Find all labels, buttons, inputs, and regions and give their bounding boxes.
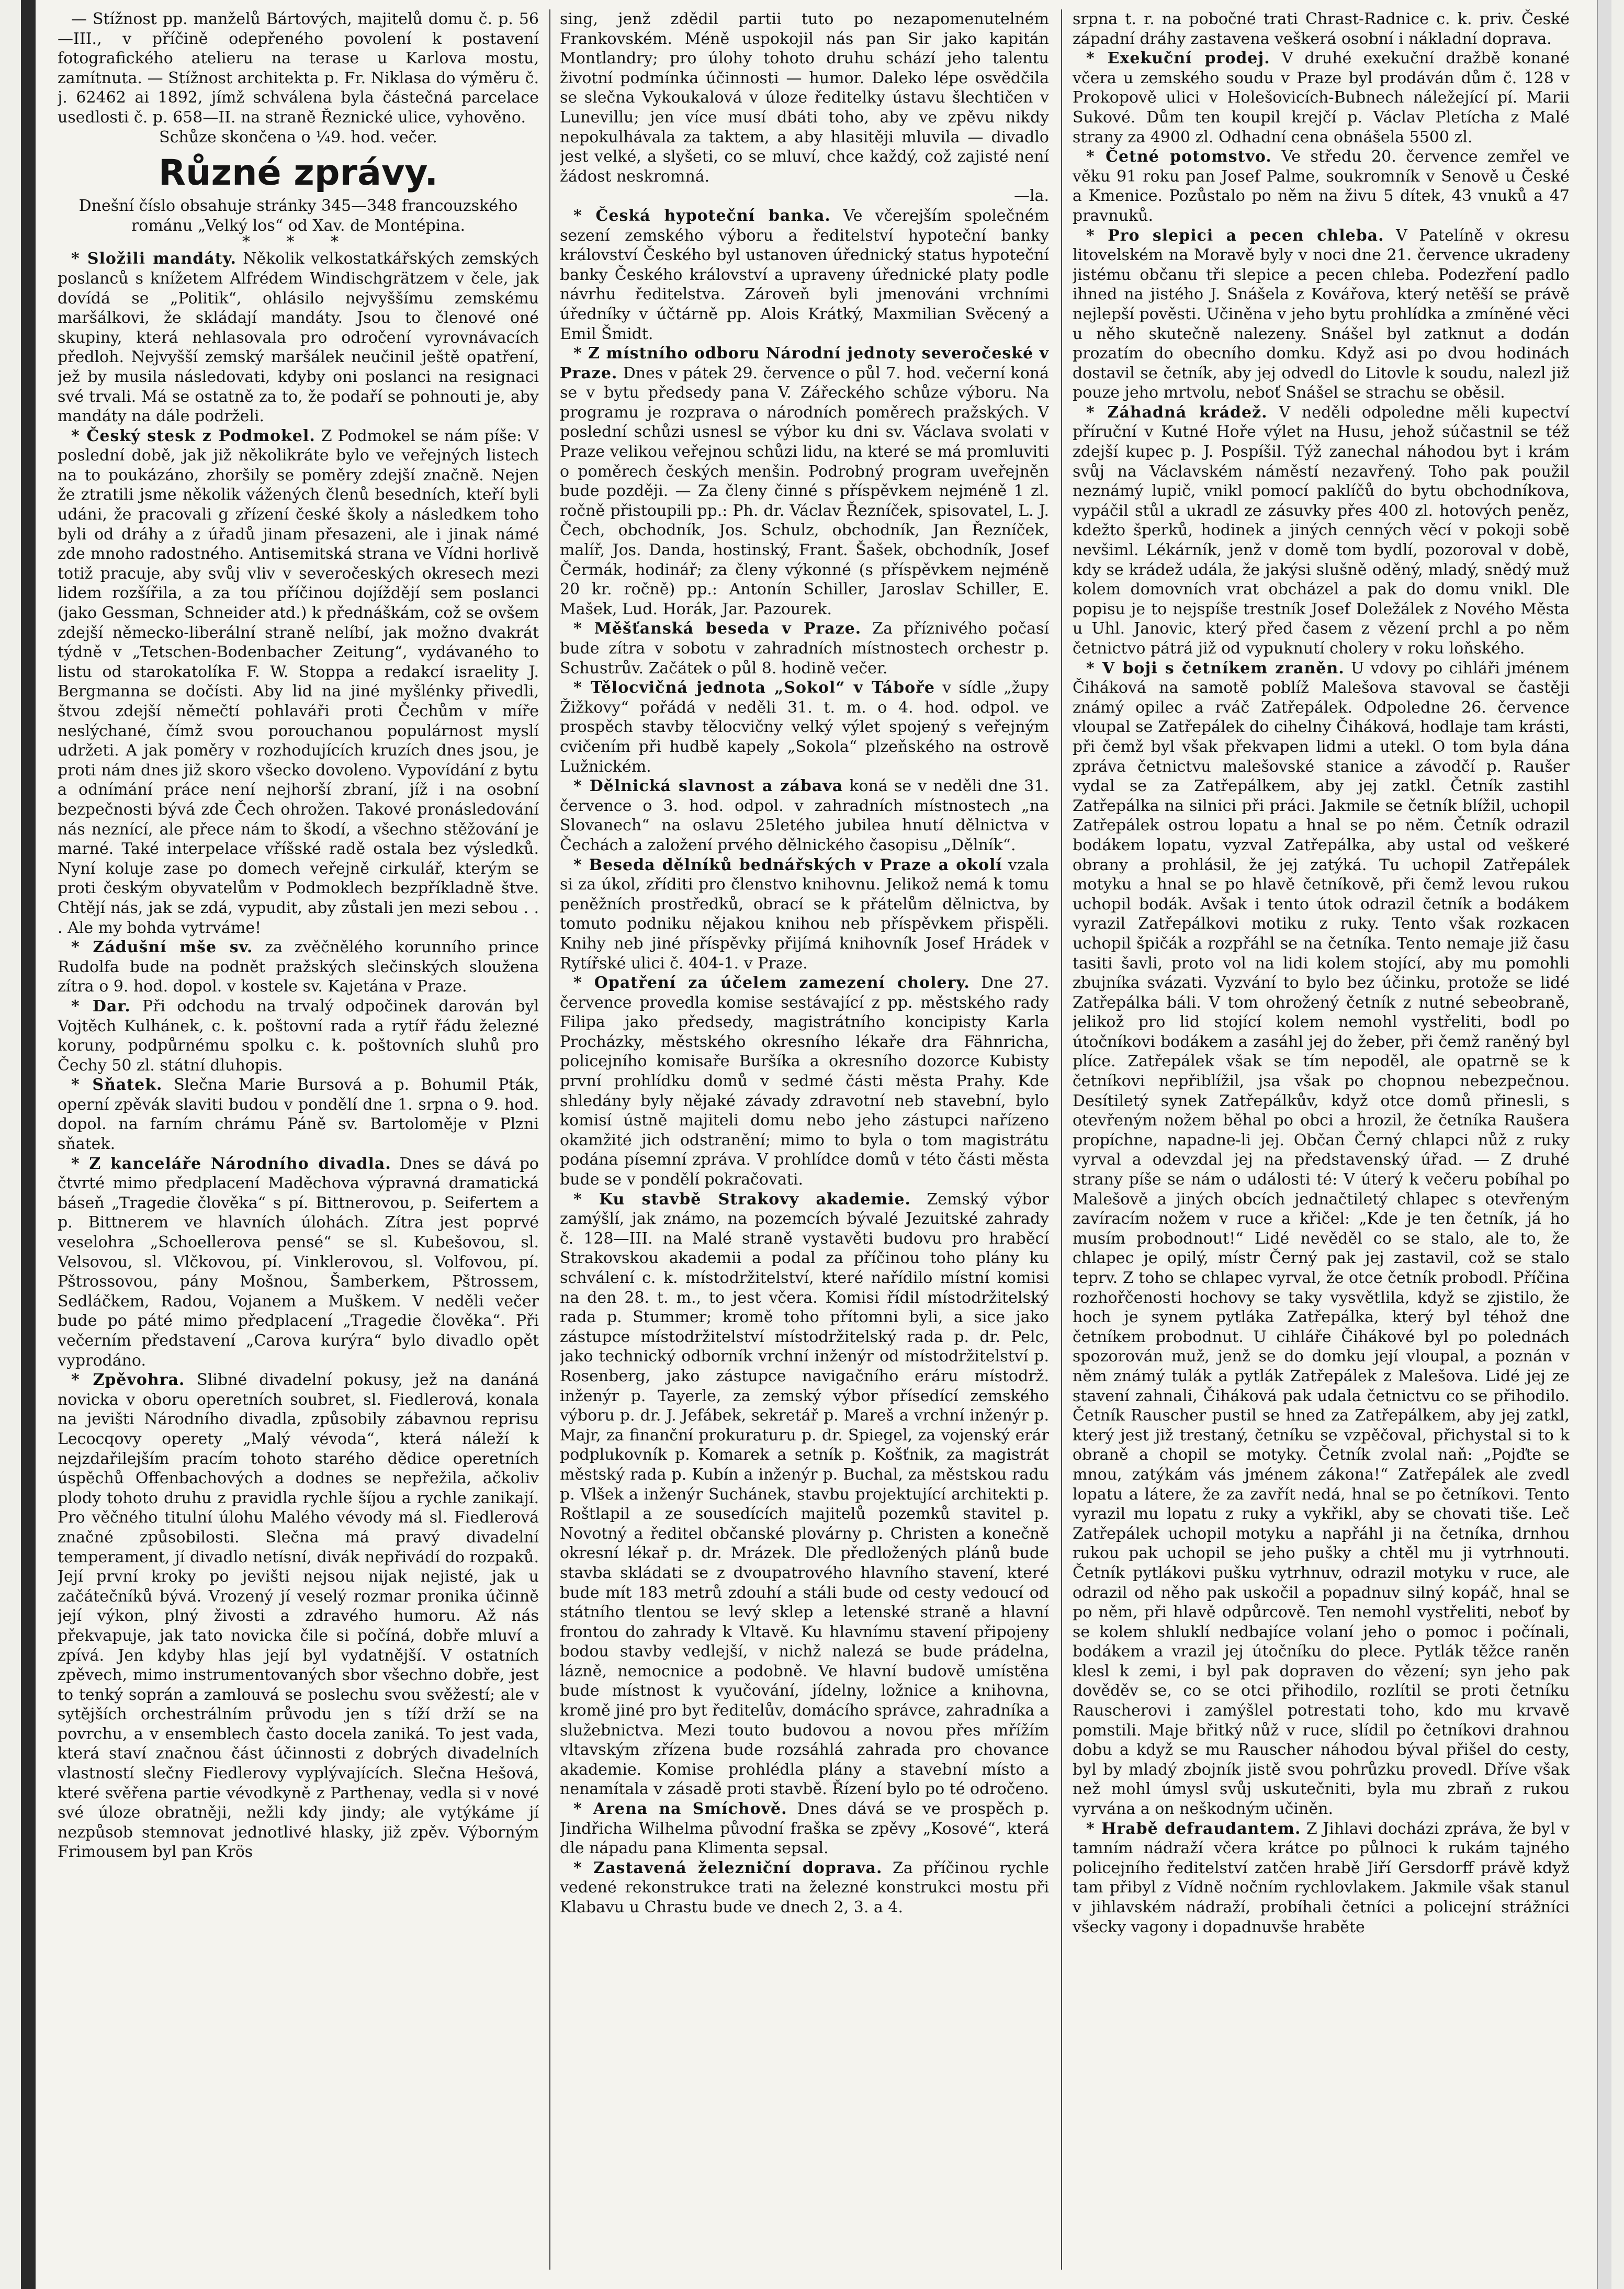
article-body: Při odchodu na trvalý odpočinek darován byl Vojtěch Kulhánek, c. k. poštovní rada a rytíř řádu železné koruny, podpůrnému spolku c. k. poštovních sluhů pro Čechy 50 zl. státní dluhopis.	[58, 997, 539, 1075]
article	[58, 1154, 539, 1371]
article-heading: * Zpěvohra.	[71, 1371, 185, 1390]
paragraph: — Stížnost pp. manželů Bártových, majitelů domu č. p. 56—III., v příčině odepřeného povolení k postavení fotografického atelieru na terase u Karlova mostu, zamítnuta. — Stížnost architekta p. Fr. Niklasa do výměru č. j. 62462 ai 1892, jímž schválena byla částečná parcelace usedlosti č. p. 658—II. na straně Řeznické ulice, vyhověno.	[58, 10, 539, 127]
paragraph: srpna t. r. na pobočné trati Chrast-Radnice c. k. priv. České západní dráhy zastavena veškerá osobní i nákladní doprava.	[1073, 10, 1570, 48]
article	[560, 1858, 1049, 1918]
article	[560, 678, 1049, 776]
article-body: Z Jihlavi docházi zpráva, že byl v tamním nádraží včera krátce po půlnoci k rukám tajného policejního ředitelství zatčen hrabě Jiří Gersdorff právě když tam přibyl z Vídně nočním rychlovlakem. Jakmile však stanul v jihlavském nádraží, probíhali četníci a policejní strážníci všecky vagony i dopadnuvše hraběte	[1073, 1819, 1570, 1936]
article-heading: * Ku stavbě Strakovy akademie.	[573, 1190, 911, 1209]
article-body: Dnes dává se ve prospěch p. Jindřicha Wilhelma původní fraška se zpěvy „Kosové“, která dle nápadu pana Klimenta sepsal.	[560, 1800, 1049, 1858]
article-body: Ve včerejším společném sezení zemského výboru a ředitelství hypoteční banky království Českého byl ustanoven úřednický status hypoteční banky Českého království a upraveny úřednické platy podle návrhu ředitelstva. Zároveň byli jmenováni vrchními úředníky v účtárně pp. Alois Krátký, Maxmilian Svěcený a Emil Šmidt.	[560, 206, 1049, 343]
article-heading: * Tělocvičná jednota „Sokol“ v Táboře	[573, 679, 935, 697]
article-heading: * Dar.	[71, 997, 131, 1016]
article-body: koná se v neděli dne 31. července o 3. hod. odpol. v zahradních místnostech „na Slovanech“ na oslavu 25letého jubilea hnutí dělnictva v Čechách a založení prvého dělnického časopisu „Dělník“.	[560, 777, 1049, 854]
article	[1073, 1819, 1570, 1937]
page-edge	[1597, 0, 1611, 2289]
article-body: Dnes se dává po čtvrté mimo předplacení Maděchova výpravná dramatická báseň „Tragedie člověka“ s pí. Bittnerovou, p. Seifertem a p. Bittnerem ve hlavních úlohách. Zítra jest poprvé veselohra „Schoellerova pensé“ se sl. Kubešovou, sl. Velsovou, sl. Vlčkovou, pí. Vinklerovou, sl. Volfovou, pí. Pštrossovou, pány Mošnou, Šamberkem, Pštrossem, Sedláčkem, Radou, Vojanem a Muškem. V neděli večer bude po páté mimo předplacení „Tragedie člověka“. Při večerním představení „Carova kurýra“ bylo divadlo opět vyprodáno.	[58, 1154, 539, 1370]
column-2	[560, 9, 1049, 2275]
article-heading: * Zastavená železniční doprava.	[573, 1858, 883, 1877]
article-heading: * Hrabě defraudantem.	[1086, 1819, 1301, 1838]
article-heading: * Z kanceláře Národního divadla.	[71, 1154, 391, 1173]
column-1	[58, 9, 539, 2275]
article	[560, 776, 1049, 855]
article	[560, 206, 1049, 344]
article-body: vzala si za úkol, zříditi pro členstvo knihovnu. Jelikož nemá k tomu peněžních prostředků, obrací se k přátelům dělnictva, by tomuto podniku nějakou knihou neb příspěvkem přispěli. Knihy neb jiné příspěvky přijímá knihovník Josef Hrádek v Rytířské ulici č. 404-1. v Praze.	[560, 855, 1049, 973]
column-rule	[549, 9, 550, 2270]
article-body: za zvěčnělého korunního prince Rudolfa bude na podnět pražských slečinských sloužena zítra o 9. hod. dopol. v kostele sv. Kajetána v Praze.	[58, 938, 539, 996]
article-body: Slibné divadelní pokusy, jež na danáná novicka v oboru operetních soubret, sl. Fiedlerová, konala na jevišti Národního divadla, způsobily zábavnou reprisu Lecocqovy operety „Malý vévoda“, která náleží k nejzdařilejším pracím tohoto starého dědice operetních úspěchů Offenbachových a dodnes se nepřežila, ačkoliv plody tohoto druhu z pravidla rychle šíjou a rychle zanikají. Pro věčného titulní úlohu Malého vévody má sl. Fiedlerová značné způsobilosti. Slečna má pravý divadelní temperament, jí divadlo netísní, divák nepřivádí do rozpaků. Její první kroky po jevišti nejsou nijak nejisté, jak u začátečníků bývá. Vrozený jí veselý rozmar pronika účinně její výkon, plný živosti a zdravého humoru. Až nás překvapuje, jak tato novicka čile si počíná, dobře mluví a zpívá. Jen kdyby hlas její byl vydatnější. V ostatních zpěvech, mimo instrumentovaných sbor všechno dobře, jest to tenký soprán a zamlouvá se poslechu svou svěžestí; ale v sytějších orchestrálním průvodu jen s tíží drží se na povrchu, a v ensemblech často docela zaniká. To jest vada, která staví značnou část účinnosti z dobrých divadelních vlastností slečny Fiedlerovy vyplývajících. Slečna Hešová, které svěřena partie vévodkyně z Parthenay, vedla si v nové své úloze obratněji, nežli kdy jindy; ale vytýkáme jí nezpůsob stemnovat jednotlivé hlasky, již zpěv. Výborným Frimousem byl pan Krös	[58, 1371, 539, 1862]
article-heading: * Český stesk z Podmokel.	[71, 426, 315, 445]
binding-spine	[21, 0, 36, 2289]
article-body: Zemský výbor zamýšlí, jak známo, na pozemcích bývalé Jezuitské zahrady č. 128—III. na Malé straně vystavěti budovu pro hraběcí Strakovskou akademii a podal za příčinou toho plány ku schválení c. k. místodržitelství, které nařídilo místní komisi na den 28. t. m., to jest včera. Komisi řídil místodržitelský rada p. Stummer; kromě toho přítomni byli, a sice jako zástupce místodržitelství místodržitelský rada p. dr. Pelc, jako technický odborník vrchní inženýr od místodržitelství p. Rosenberg, jako zástupce navigačního eráru místodrž. inženýr p. Tayerle, za zemský výbor přísedící zemského výboru p. dr. J. Jefábek, sekretář p. Mareš a vrchní inženýr p. Majr, za finanční prokuraturu p. dr. Spiegel, za vojenský erár podplukovník p. Komarek a setník p. Košťnik, za magistrát městský rada p. Kubín a inženýr p. Buchal, za městskou radu p. Vlšek a inženýr Suchánek, stavbu projektující architekti p. Roštlapil a ze sousedících majitelů pozemků stavitel p. Novotný a ředitel občanské plovárny p. Christen a konečně okresní lékař p. dr. Mrázek. Dle předložených plánů bude stavba skládati se z dvoupatrového hlavního stavení, které bude mít 183 metrů zdouhí a stáli bude od cesty vedoucí od státního tlentou se levý sklep a letenské straně a hlavní frontou do zahrady k Vltavě. Ku hlavnímu stavení připojeny bodou stavby vedlejší, v nichž nalezá se bude prádelna, lázně, nemocnice a podobně. Ve hlavní budově umístěna bude místnost k vyučování, jídelny, ložnice a knihovna, kromě jiné pro byt ředitelův, domácího správce, zahradníka a služebnictva. Mezi touto budovou a novou přes mřížím vltavským zřízena bude rozsáhlá zahrada pro chovance akademie. Komise prohlédla plány a stavební místo a nenamítala v zásadě proti stavbě. Řízení bylo po té odročeno.	[560, 1190, 1049, 1799]
paragraph: sing, jenž zdědil partii tuto po nezapomenutelném Frankovském. Méně uspokojil nás pan Sir jako kapitán Montlandry; pro úlohy tohoto druhu schází jeho talentu životní podmínka účinnosti — humor. Daleko lépe osvědčila se slečna Vykoukalová v úloze ředitelky ústavu šlechtičen v Lunevillu; jen více musí dbáti toho, aby ve zpěvu nikdy nepokulhávala za taktem, a aby hlasitěji mluvila — divadlo jest velké, a slyšeti, co se mluví, chce každý, což zajisté není žádost neskromná.	[560, 10, 1049, 186]
article-heading: * Česká hypoteční banka.	[573, 206, 831, 225]
article-body: Ve středu 20. července zemřel ve věku 91 roku pan Josef Palme, soukromník v Senově u České a Kmenice. Pozůstalo po něm na živu 5 dítek, 43 vnuků a 47 pravnuků.	[1073, 148, 1570, 225]
signature: —la.	[1013, 187, 1049, 206]
article	[560, 1190, 1049, 1799]
article	[1073, 659, 1570, 1819]
article	[58, 1075, 539, 1154]
article	[560, 973, 1049, 1190]
column-rule	[1061, 9, 1062, 2270]
article-heading: * Sňatek.	[71, 1076, 163, 1095]
section-heading: Různé zprávy.	[158, 152, 438, 194]
article-body: V neděli odpoledne měli kupectví příruční v Kutné Hoře výlet na Husu, jehož súčastnil se též zdejší kupec p. J. Pospíšil. Týž zanechal náhodou byt i krám svůj na Václavském náměstí nezavřený. Toho pak použil neznámý lupič, vnikl pomocí paklíčů do bytu obchodníkova, vypáčil stůl a ukradl ze zásuvky přes 400 zl. hotových peněz, kdežto šperků, hodinek a jiných cenných věcí v pokoji sobě nevšiml. Lékárník, jenž v domě tom bydlí, pozoroval v době, kdy se krádež udála, že jakýsi slušně oděný, mladý, snědý muž kolem domovních vrat obcházel a pak do domu vnikl. Dle popisu je to nejspíše trestník Josef Doležálek z Nového Města u Uhl. Janovic, který před časem z vězení prchl a po něm četnictvo pátrá již od vypuknutí cholery v roku loňského.	[1073, 403, 1570, 658]
article-body: Slečna Marie Bursová a p. Bohumil Pták, operní zpěvák slaviti budou v pondělí dne 1. srpna o 9. hod. dopol. na farním chrámu Páně sv. Bartoloměje v Plzni sňatek.	[58, 1076, 539, 1154]
article	[560, 855, 1049, 974]
article-body: v sídle „župy Žižkovy“ pořádá v neděli 31. t. m. o 4. hod. odpol. ve prospěch stavby tělocvičny velký výlet spojený s veřejným cvičením při hudbě kapely „Sokola“ plzeňského na ostrově Lužnickém.	[560, 679, 1049, 776]
article-body: V druhé exekuční dražbě konané včera u zemského soudu v Praze byl prodáván dům č. 128 v Prokopově ulici v Holešovicích-Bubnech náležející pí. Marii Sukové. Dům ten koupil krejčí p. Václav Pletícha z Malé strany za 4900 zl. Odhadní cena obnášela 5500 zl.	[1073, 49, 1570, 146]
article-heading: * Zádušní mše sv.	[71, 938, 253, 957]
article-body: Za příznivého počasí bude zítra v sobotu v zahradních místnostech orchestr p. Schustrův. Začátek o půl 8. hodině večer.	[560, 619, 1049, 678]
article	[58, 426, 539, 938]
paragraph: Dnešní číslo obsahuje stránky 345—348 francouzského románu „Velký los“ od Xav. de Montépina.	[78, 197, 518, 235]
article-heading: * Arena na Smíchově.	[573, 1800, 787, 1819]
article-body: Několik velkostatkářských zemských poslanců s knížetem Alfrédem Windischgrätzem v čele, jak dovídá se „Politik“, ohlásilo nejvyššímu zemskému maršálkovi, že skládají mandáty. Jsou to členové oné skupiny, která nehlasovala pro odročení vyrovnávacích předloh. Nejvyšší zemský maršálek neučinil ještě opatření, jež by musila následovati, kdyby oni poslanci na resignaci své trvali. Má se ostatně za to, že podaří se pohnouti je, aby mandáty na dále podrželi.	[58, 250, 539, 426]
article-heading: * Opatření za účelem zamezení cholery.	[573, 974, 970, 993]
article-heading: * Beseda dělníků bednářských v Praze a okolí	[573, 855, 1002, 874]
article	[58, 997, 539, 1075]
newspaper-page	[21, 0, 1611, 2289]
article-heading: * Dělnická slavnost a zábava	[573, 777, 843, 796]
article	[1073, 147, 1570, 225]
article	[1073, 226, 1570, 403]
article-heading: * Četné potomstvo.	[1086, 148, 1272, 166]
article	[560, 344, 1049, 619]
article-heading: * Složili mandáty.	[71, 250, 236, 268]
article-body: U vdovy po cihláři jménem Čiháková na samotě poblíž Malešova stavoval se častěji známý opilec a rváč Zatřepálek. Odpoledne 26. července vloupal se Zatřepálek do cihelny Čiháková, hodlaje tam krásti, při čemž byl však překvapen lidmi a utekl. O tom byla dána zpráva četnictvu malešovské stanice a závodčí p. Raušer vydal se za Zatřepálkem, aby jej zatkl. Četník zastihl Zatřepálka na silnici při práci. Jakmile se četník blížil, uchopil Zatřepálek ostrou lopatu a hnal se po něm. Četník odrazil bodákem lopatu, vyzval Zatřepálka, aby ustal od veškeré obrany a prohlásil, že jej zatýká. Tu uchopil Zatřepálek motyku a hnal se po hlavě četníkově, při čemž levou rukou uchopil bodák. Avšak i tento útok odrazil četník a bodákem vyrazil Zatřepálkovi motiku z ruky. Tento však rozkacen uchopil špičák a rozpřáhl se na četníka. Tento nemaje již času tasiti šavli, proto vol na lidi kolem stojící, aby mu pomohli zbujníka svázati. Vyzvání to bylo bez účinku, protože se lidé Zatřepálka báli. V tom ohrožený četník z nutné sebeobraně, jelikož pro lid stojící kolem nemohl vystřeliti, bodl po útočníkovi bodákem a zasáhl jej do žeber, při čemž raněný byl plíce. Zatřepálek však se tím nepoděl, ale opatrně se k četníkovi nepřiblížil, jsa však po chopnou nebezpečnou. Desítiletý synek Zatřepálkův, když otce domů přinesli, s otevřeným nožem běhal po obci a hrozil, že četníka Raušera propíchne, napadne-li jej. Občan Černý chlapci nůž z ruky vyrval a odevzdal jej na představenský úřad. — Z druhé strany píše se nám o události té: V úterý k večeru pobíhal po Malešově a jiných obcích jednačtiletý chlapec s otevřeným zavíracím nožem v ruce a křičel: „Kde je ten četník, já ho musím probodnout!“ Lidé nevěděl co se stalo, ale to, že chlapec je opilý, místr Černý pak jej zastavil, což se stalo teprv. Z toho se chlapec vyrval, že otce četník probodl. Příčina rozhořčenosti hochovy se taky vysvětlila, když se zjistilo, že hoch je synem pytláka Zatřepálka, který byl téhož dne četníkem probodnut. U cihláře Čihákové byl po polednách spozorován muž, jenž se do domku její vloupal, a poznán v něm známý tulák a pytlák Zatřepálek z Malešova. Lidé jej ze stavení zahnali, Čiháková pak udala četnictvu co se přihodilo. Četník Rauscher pustil se hned za Zatřepálkem, aby jej zatkl, který jest již trestaný, četníku se vzpěčoval, přichystal si to k obraně a chopil se motyky. Četník zvolal naň: „Pojďte se mnou, zatýkám vás jménem zákona!“ Zatřepálek ale zvedl lopatu a látere, že za zavřít nedá, hnal se po četníkovi. Tento vyrazil mu lopatu z ruky a vykřikl, aby se chovati tiše. Leč Zatřepálek uchopil motyku a napřáhl ji na četníka, drnhou rukou pak uchopil se jeho pušky a chtěl mu ji vytrhnouti. Četník pytlákovi pušku vytrhnuv, odrazil motyku v ruce, ale odrazil od něho pak uskočil a popadnuv silný kopáč, hnal se po něm, při hlavě odpůrcově. Ten nemohl vystřeliti, neboť by se kolem shluklí nedbajíce volaní jeho o pomoc i počínali, bodákem a vrazil jej útočníku do plece. Pytlák těžce raněn klesl k zemi, i byl pak dopraven do vězení; syn jeho pak dověděv se, co se otci přihodilo, rozlítil se proti četníku Rauscherovi i zamýšlel potrestati toho, kdo mu krvavě pomstili. Maje břitký nůž v ruce, slídil po četníkovi drahnou dobu a když se mu Rauscher náhodou býval přišel do cesty, byl by mladý zbojník jistě svou pohrůzku provedl. Dříve však než mohl úmysl svůj uskutečniti, byla mu zbraň z rukou vyrvána a on neškodným učiněn.	[1073, 659, 1570, 1819]
article	[58, 938, 539, 997]
article	[560, 1799, 1049, 1858]
article	[58, 1370, 539, 1862]
article-heading: * V boji s četníkem zraněn.	[1086, 659, 1345, 678]
article-heading: * Exekuční prodej.	[1086, 49, 1270, 68]
article-body: Za příčinou rychle vedené rekonstrukce trati na železné konstrukci mostu při Klabavu u Chrastu bude ve dnech 2, 3. a 4.	[560, 1858, 1049, 1916]
article	[1073, 403, 1570, 659]
article-body: V Patelíně v okresu litovelském na Moravě byly v noci dne 21. července ukradeny jistému občanu tři slepice a pecen chleba. Podezření padlo ihned na jistého J. Snášela z Kovářova, který netěší se právě nejlepší pověsti. Učiněna v jeho bytu prohlídka a zmíněné věci u něho skutečně nalezeny. Snášel byl zatknut a dodán prozatím do obecního domku. Když asi po dvou hodinách dostavil se četník, aby jej odvedl do Litovle k soudu, nalezl již pouze jeho mrtvolu, neboť Snášel se strachu se oběsil.	[1073, 226, 1570, 402]
article	[560, 619, 1049, 678]
article	[1073, 49, 1570, 147]
column-3	[1073, 9, 1570, 2275]
article-body: Dne 27. července provedla komise sestávající z pp. městského rady Filipa jako předsedy, magistrátního koncipisty Karla Procházky, městského okresního lékaře dra Fähnricha, policejního komisaře Buršíka a okresního dozorce Kubisty první prohlídku domů v sedmé části města Prahy. Kde shledány byly nějaké závady zdravotní neb stavební, bylo komisí ústně majiteli domu nebo jeho zástupci nařízeno okamžité jich odstranění; mimo to byla o tom magistrátu podána písemní zpráva. V prohlídce domů v této části města bude se v pondělí pokračovati.	[560, 974, 1049, 1189]
section-divider: * * *	[242, 233, 355, 252]
article-body: Z Podmokel se nám píše: V poslední době, jak již několikráte bylo ve veřejných listech na to poukázáno, zhoršily se poměry zdejší značně. Nejen že ztratili jsme několik vážených členů besedních, kteří byli udáni, že pracovali g zřízení české školy a následkem toho byli od dráhy a z úřadů jinam přesazeni, ale i jinak námé zde mnoho radostného. Antisemitská strana ve Vídni horlivě totiž pracuje, aby svůj vliv v severočeských okresech mezi lidem rozšířila, a za tou příčinou dojíždějí sem poslanci (jako Gessman, Schneider atd.) k přednáškám, což se ovšem zdejší německo-liberální straně nelíbí, jak možno dvakrát týdně v „Tetschen-Bodenbacher Zeitung“, vydávaného to listu od starokatolíka F. W. Stoppa a redakcí israelity J. Bergmanna se dočísti. Aby lid na jiné myšlénky přivedli, štvou zdejší němečtí pohlaváři proti Čechům v míře neslýchané, čímž svou porouchanou populárnost myslí udržeti. A jak poměry v rozhodujících kruzích dnes jsou, je proti nám dnes již skoro všecko dovoleno. Vypovídání z bytu a odnímání práce není nejhorší zbraní, jíž i na osobní bezpečnosti bývá zde Čech ohrožen. Takové pronásledování nás neznící, ale přece nám to škodí, a všechno stěžování je marné. Také interpelace vříšské radě ostala bez výsledků. Nyní koluje zase po domech veřejně cirkulář, kterým se proti českým obyvatelům v Podmoklech bezpříkladně štve. Chtějí nás, jak se zdá, vypudit, aby zůstali jen mezi sebou . . . Ale my bohda vytrváme!	[58, 426, 539, 937]
article-heading: * Záhadná krádež.	[1086, 403, 1268, 422]
article-heading: * Měšťanská beseda v Praze.	[573, 619, 862, 638]
article	[58, 249, 539, 426]
article-body: Dnes v pátek 29. července o půl 7. hod. večerní koná se v bytu předsedy pana V. Zářeckého schůze výboru. Na programu je rozprava o národních poměrech pražských. V poslední schůzi usnesl se výbor ku dni sv. Václava svolati v Praze velikou veřejnou schůzi lidu, na které se má promluviti o poměrech českých menšin. Podrobný program uveřejněn bude později. — Za členy činné s příspěvkem nejméně 1 zl. ročně přistoupili pp.: Ph. dr. Václav Řezníček, spisovatel, L. J. Čech, obchodník, Jos. Schulz, obchodník, Jan Řezníček, malíř, Jos. Danda, hostinský, Frant. Šašek, obchodník, Josef Čermák, hodinář; za členy výkonné (s příspěvkem nejméně 20 kr. ročně) pp.: Antonín Schiller, Jaroslav Schiller, E. Mašek, Lud. Horák, Jar. Pazourek.	[560, 364, 1049, 618]
article-heading: * Pro slepici a pecen chleba.	[1086, 226, 1384, 245]
article-heading: * Z místního odboru Národní jednoty severočeské v Praze.	[560, 344, 1049, 382]
paragraph: Schůze skončena o ¼9. hod. večer.	[159, 128, 437, 146]
